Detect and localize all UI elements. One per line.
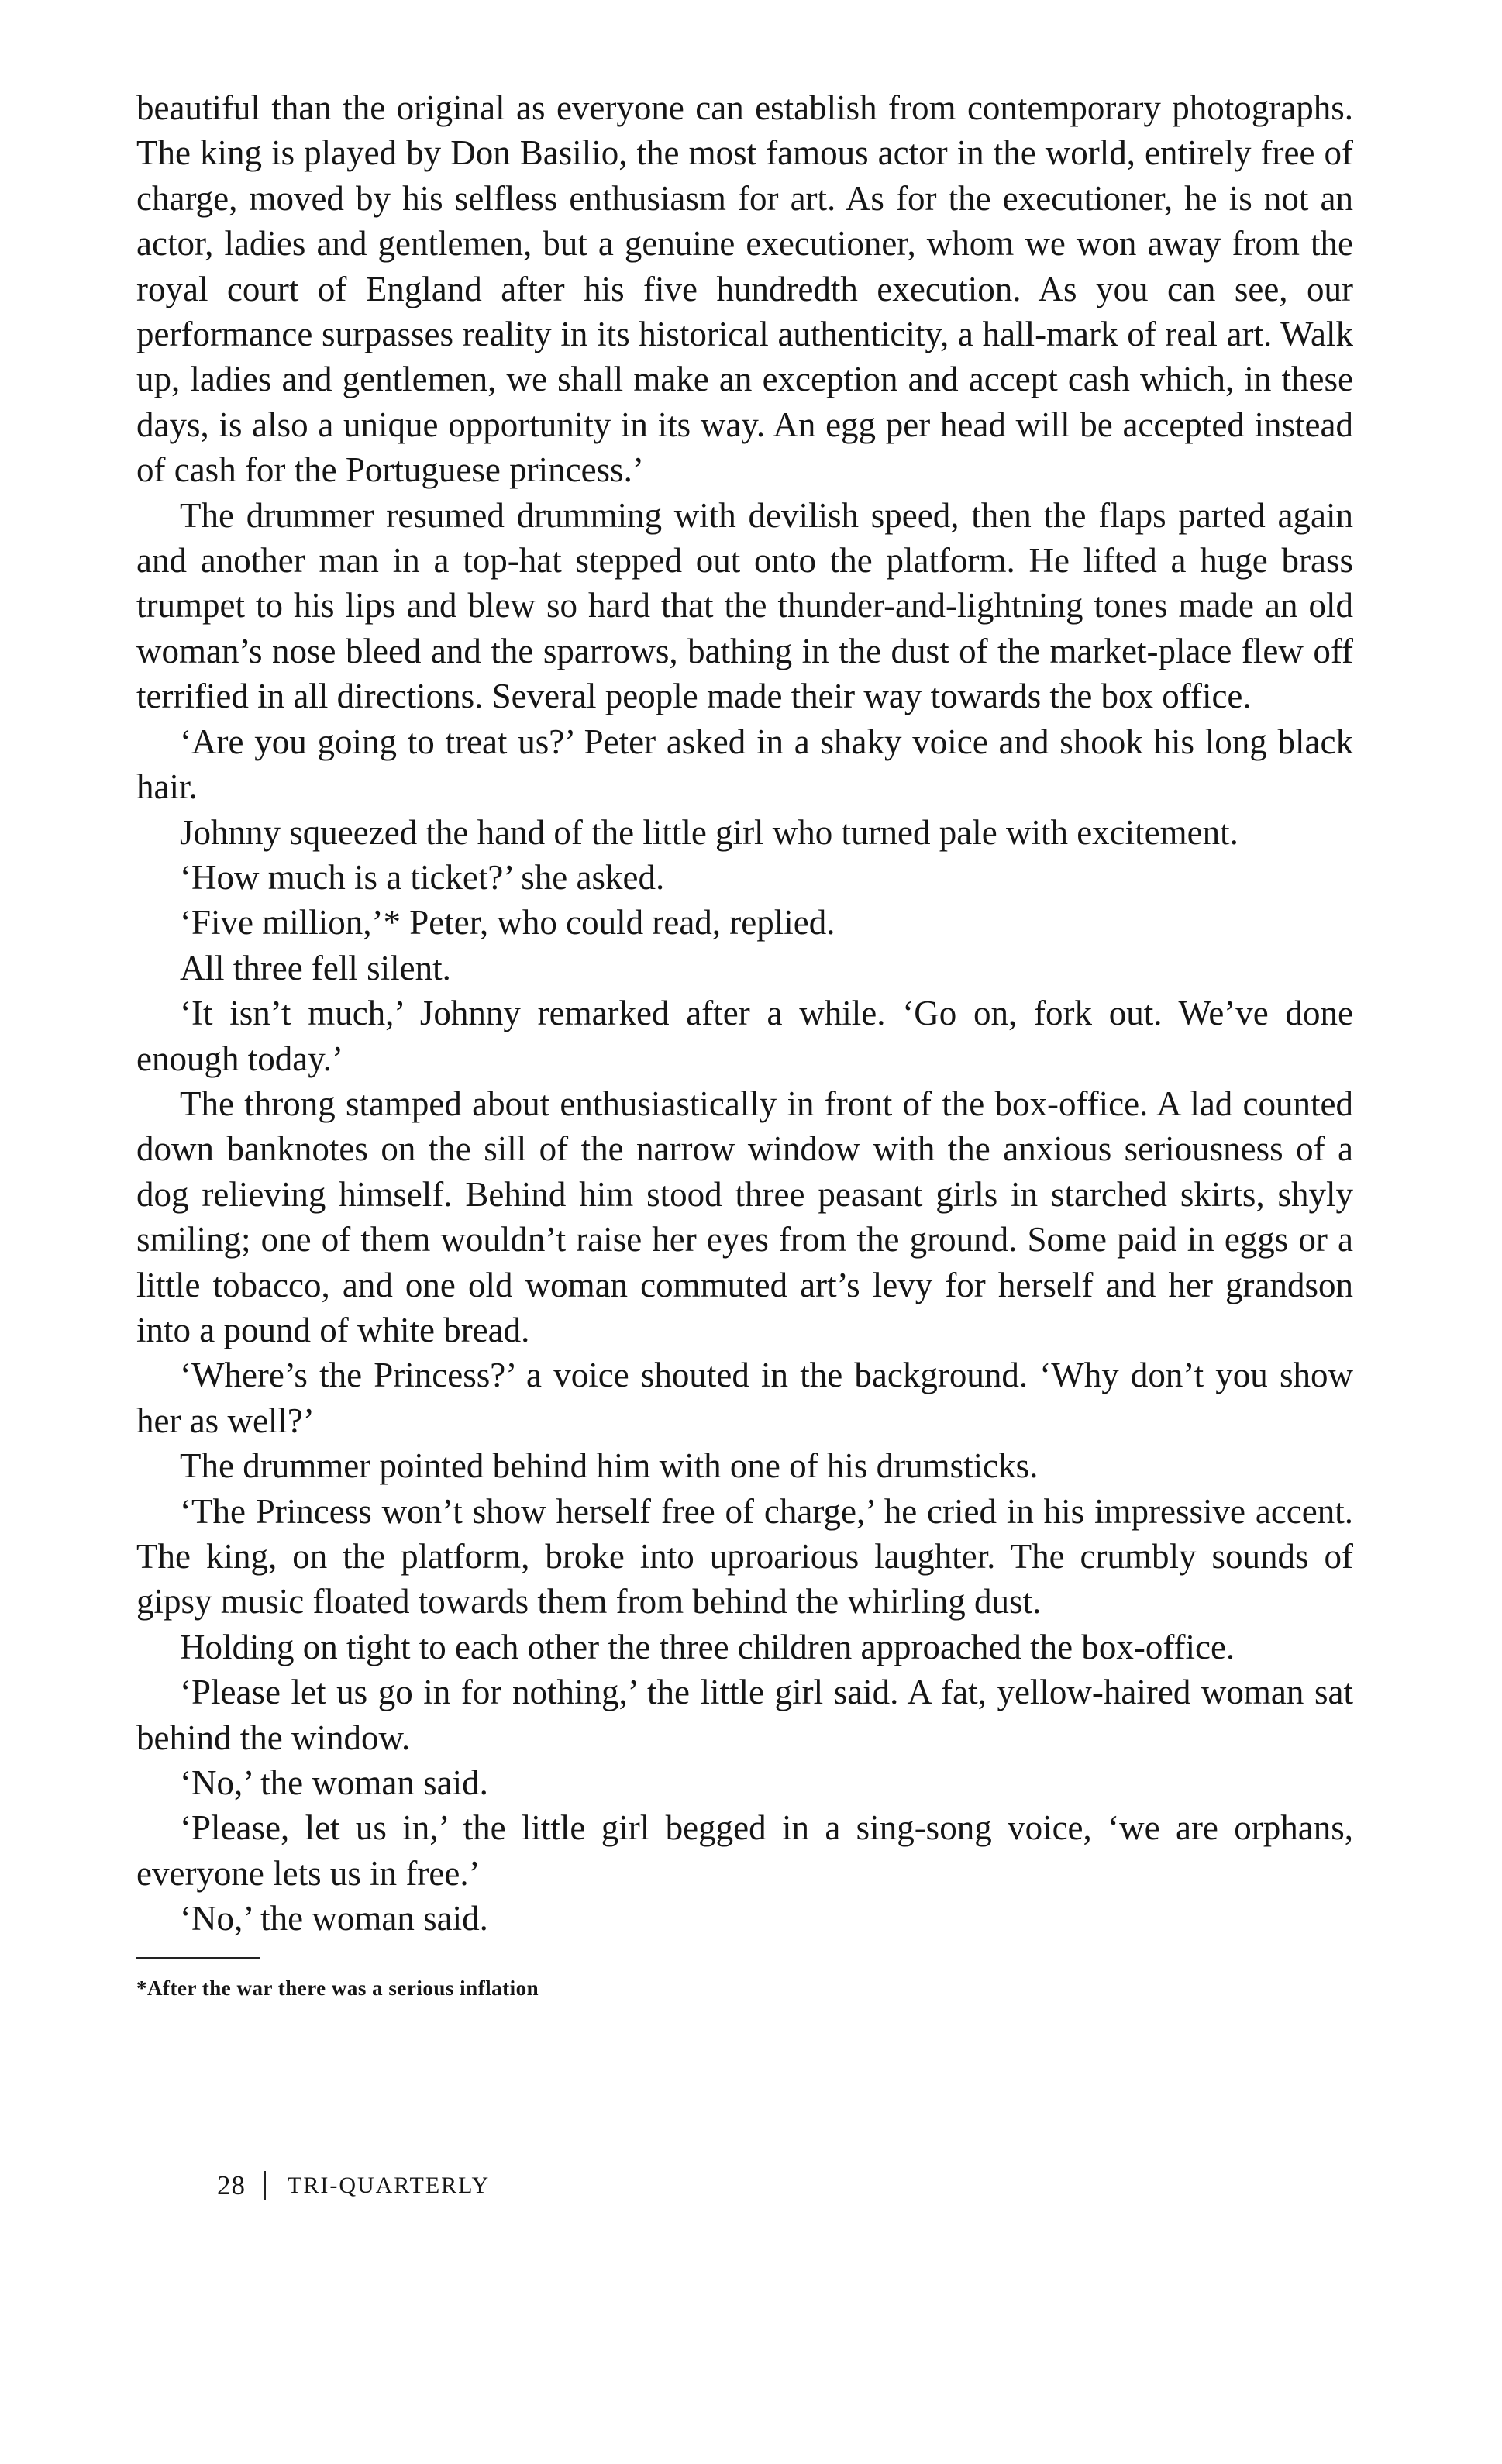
paragraph-10: ‘Where’s the Princess?’ a voice shouted in the background. ‘Why don’t you show her as well?’ bbox=[136, 1356, 1353, 1440]
paragraph-9: The throng stamped about enthusiastically in front of the box-office. A lad counted down banknotes on the sill of the narrow window with the anxious seriousness of a dog relieving himself. Behind him stood three peasant girls in starched skirts, shyly smiling; one of them wouldn’t raise her eyes from the ground. Some paid in eggs or a little tobacco, and one old woman commuted art’s levy for herself and her grandson into a pound of white bread. bbox=[136, 1084, 1353, 1349]
paragraph-5: ‘How much is a ticket?’ she asked. bbox=[180, 857, 665, 897]
paragraph-7: All three fell silent. bbox=[180, 948, 451, 987]
page-footer bbox=[217, 2170, 490, 2201]
paragraph-3: ‘Are you going to treat us?’ Peter asked in a shaky voice and shook his long black hair. bbox=[136, 722, 1353, 807]
paragraph-13: Holding on tight to each other the three children approached the box-office. bbox=[180, 1627, 1235, 1666]
paragraph-15: ‘No,’ the woman said. bbox=[180, 1763, 488, 1803]
paragraph-6: ‘Five million,’* Peter, who could read, replied. bbox=[180, 903, 835, 943]
paragraph-8: ‘It isn’t much,’ Johnny remarked after a while. ‘Go on, fork out. We’ve done enough today.’ bbox=[136, 994, 1353, 1078]
paragraph-4: Johnny squeezed the hand of the little girl who turned pale with excitement. bbox=[180, 812, 1238, 852]
paragraph-2: The drummer resumed drumming with devilish speed, then the flaps parted again and another man in a top-hat stepped out onto the platform. He lifted a huge brass trumpet to his lips and blew so hard that the thunder-and-lightning tones made an old woman’s nose bleed and the sparrows, bathing in the dust of the market-place flew off terrified in all directions. Several people made their way towards the box office. bbox=[136, 495, 1353, 716]
paragraph-12: ‘The Princess won’t show herself free of charge,’ he cried in his impressive accent. The king, on the platform, broke into uproarious laughter. The crumbly sounds of gipsy music floated towards them from behind the whirling dust. bbox=[136, 1491, 1353, 1621]
footnote: *After the war there was a serious inflation bbox=[136, 1976, 539, 2000]
footer-separator bbox=[264, 2171, 266, 2200]
page-body bbox=[136, 85, 1353, 2000]
paragraph-11: The drummer pointed behind him with one of his drumsticks. bbox=[180, 1446, 1039, 1486]
paragraph-1: beautiful than the original as everyone can establish from contemporary photographs. The king is played by Don Basilio, the most famous actor in the world, entirely free of charge, moved by his selfless enthusiasm for art. As for the executioner, he is not an actor, ladies and gentlemen, but a genuine executioner, whom we won away from the royal court of England after his five hundredth execution. As you can see, our performance surpasses reality in its historical authenticity, a hall-mark of real art. Walk up, ladies and gentlemen, we shall make an exception and accept cash which, in these days, is also a unique opportunity in its way. An egg per head will be accepted instead of cash for the Portuguese princess.’ bbox=[136, 88, 1353, 490]
journal-title: TRI-QUARTERLY bbox=[288, 2173, 491, 2198]
page-number: 28 bbox=[217, 2170, 246, 2200]
paragraph-17: ‘No,’ the woman said. bbox=[180, 1899, 488, 1938]
footnote-divider bbox=[136, 1957, 260, 1959]
paragraph-14: ‘Please let us go in for nothing,’ the little girl said. A fat, yellow-haired woman sat behind the window. bbox=[136, 1673, 1353, 1757]
paragraph-16: ‘Please, let us in,’ the little girl begged in a sing-song voice, ‘we are orphans, everyone lets us in free.’ bbox=[136, 1808, 1353, 1893]
